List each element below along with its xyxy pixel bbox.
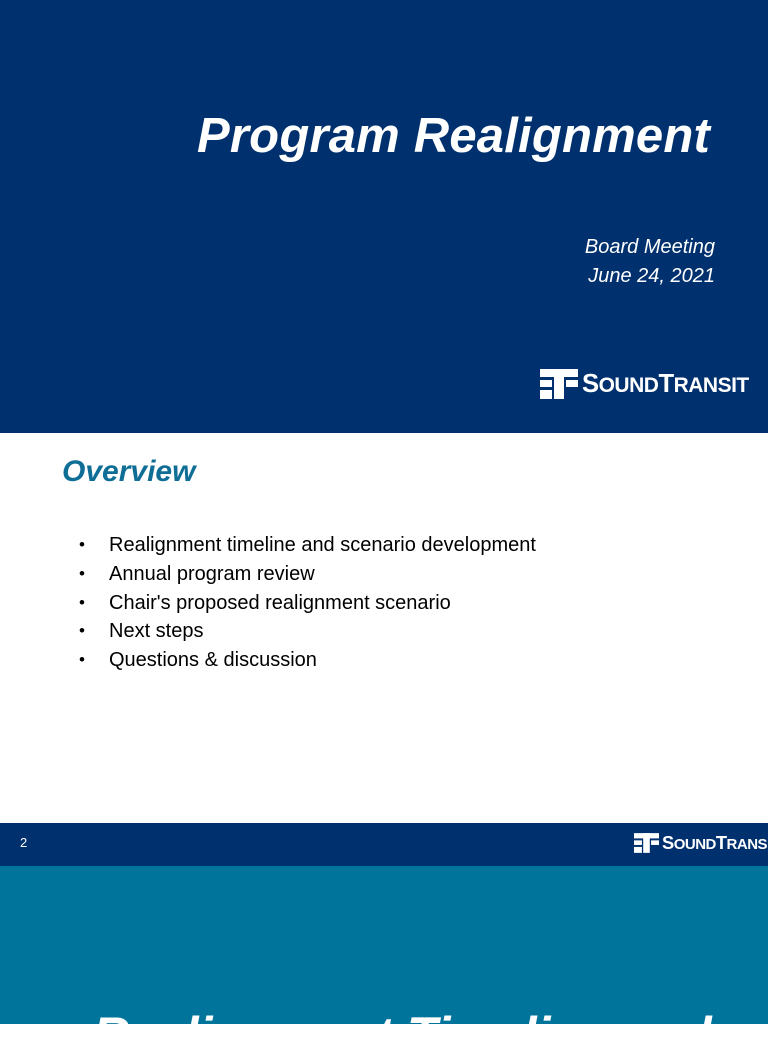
bullet-icon: •: [79, 650, 85, 670]
bullet-icon: •: [79, 621, 85, 641]
list-item: • Realignment timeline and scenario development: [0, 531, 536, 560]
title-slide: [0, 0, 768, 433]
logo-wordmark: SOUNDTRANSIT: [662, 832, 779, 853]
section-title-slide: [0, 866, 768, 1063]
list-item: • Annual program review: [0, 560, 536, 589]
list-item: • Questions & discussion: [0, 646, 536, 675]
bullet-icon: •: [79, 592, 85, 612]
bullet-icon: •: [79, 535, 85, 554]
meeting-name: Board Meeting: [584, 236, 715, 258]
footer-soundtransit-logo: [634, 832, 779, 854]
logo-wordmark: SOUNDTRANSIT: [582, 369, 749, 398]
list-item: • Chair's proposed realignment scenario: [0, 589, 536, 618]
page-number: 2: [20, 835, 28, 850]
soundtransit-logo: [540, 369, 749, 399]
list-item: • Next steps: [0, 617, 536, 646]
slide-title: Program Realignment: [197, 109, 710, 163]
overview-heading: Overview: [62, 455, 196, 488]
meeting-date: June 24, 2021: [588, 265, 715, 287]
overview-slide: [0, 433, 768, 823]
overview-bullet-list: [0, 531, 536, 675]
soundtransit-logo-icon: [634, 833, 659, 853]
meeting-info: [585, 233, 715, 291]
section-title: Realignment Timeline and: [93, 1007, 712, 1063]
soundtransit-logo-icon: [540, 369, 578, 399]
bullet-icon: •: [79, 563, 85, 583]
